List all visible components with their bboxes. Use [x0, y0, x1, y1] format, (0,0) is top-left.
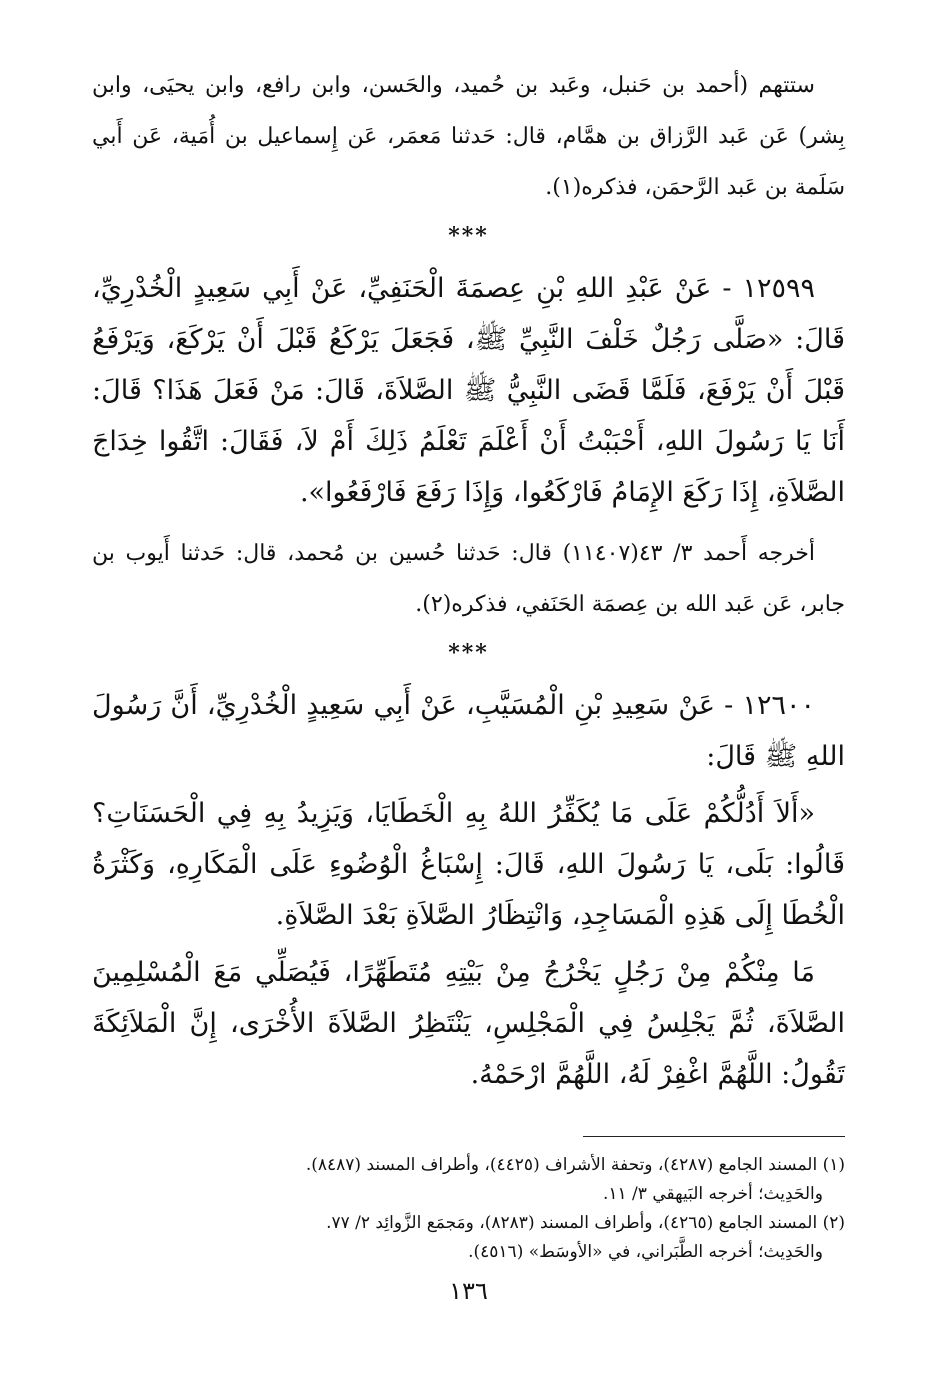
footnote-1: (١) المسند الجامع (٤٢٨٧)، وتحفة الأشراف (٤٤٢٥)، وأطراف المسند (٨٤٨٧).: [305, 1155, 845, 1175]
hadith-12599: ١٢٥٩٩ - عَنْ عَبْدِ اللهِ بْنِ عِصمَةَ الْحَنَفِيِّ، عَنْ أَبِي سَعِيدٍ الْخُدْرِيِّ، قَالَ: «صَلَّى رَجُلٌ خَلْفَ النَّبِيِّ ﷺ، فَجَعَلَ يَرْكَعُ قَبْلَ أَنْ يَرْكَعَ، وَيَرْفَعُ قَبْلَ أَنْ يَرْفَعَ، فَلَمَّا قَضَى النَّبِيُّ ﷺ الصَّلاَةَ، قَالَ: مَنْ فَعَلَ هَذَا؟ قَالَ: أَنَا يَا رَسُولَ اللهِ، أَحْبَبْتُ أَنْ أَعْلَمَ تَعْلَمُ ذَلِكَ أَمْ لاَ، فَقَالَ: اتَّقُوا خِدَاجَ الصَّلاَةِ، إِذَا رَكَعَ الإِمَامُ فَارْكَعُوا، وَإِذَا رَفَعَ فَارْفَعُوا».: [92, 273, 845, 508]
hadith-12600-paragraph-2: مَا مِنْكُمْ مِنْ رَجُلٍ يَخْرُجُ مِنْ بَيْتِهِ مُتَطَهِّرًا، فَيُصَلِّي مَعَ الْمُسْلِمِينَ الصَّلاَةَ، ثُمَّ يَجْلِسُ فِي الْمَجْلِسِ، يَنْتَظِرُ الصَّلاَةَ الأُخْرَى، إِنَّ الْمَلاَئِكَةَ تَقُولُ: اللَّهُمَّ اغْفِرْ لَهُ، اللَّهُمَّ ارْحَمْهُ.: [92, 957, 845, 1090]
hadith-12600-paragraph-1: «أَلاَ أَدُلُّكُمْ عَلَى مَا يُكَفِّرُ اللهُ بِهِ الْخَطَايَا، وَيَزِيدُ بِهِ فِي الْحَسَنَاتِ؟ قَالُوا: بَلَى، يَا رَسُولَ اللهِ، قَالَ: إِسْبَاغُ الْوُضُوءِ عَلَى الْمَكَارِهِ، وَكَثْرَةُ الْخُطَا إِلَى هَذِهِ الْمَسَاجِدِ، وَانْتِظَارُ الصَّلاَةِ بَعْدَ الصَّلاَةِ.: [92, 798, 845, 931]
footnotes-section: [92, 1151, 845, 1267]
page-number: ١٣٦: [449, 1277, 488, 1305]
section-separator-1: ***: [448, 223, 489, 249]
footnote-2: (٢) المسند الجامع (٤٢٦٥)، وأطراف المسند (٨٢٨٣)، ومَجمَع الزَّوائِد ٢/ ٧٧.: [326, 1213, 845, 1233]
footnote-divider: [583, 1136, 845, 1137]
book-page: [92, 60, 845, 1341]
source-chain-paragraph-1: ستتهم (أحمد بن حَنبل، وعَبد بن حُميد، والحَسن، وابن رافع، وابن يحيَى، وابن بِشر) عَن عَبد الرَّزاق بن همَّام، قال: حَدثنا مَعمَر، عَن إِسماعيل بن أُمَية، عَن أَبي سَلَمة بن عَبد الرَّحمَن، فذكره(١).: [92, 73, 845, 200]
section-separator-2: ***: [448, 640, 489, 666]
footnote-2-continuation: والحَدِيث؛ أخرجه الطَّبَراني، في «الأوسَط» (٤٥١٦).: [468, 1242, 823, 1262]
hadith-12600-intro: ١٢٦٠٠ - عَنْ سَعِيدِ بْنِ الْمُسَيَّبِ، عَنْ أَبِي سَعِيدٍ الْخُدْرِيِّ، أَنَّ رَسُولَ اللهِ ﷺ قَالَ:: [92, 690, 845, 772]
footnote-1-continuation: والحَدِيث؛ أخرجه البَيهقي ٣/ ١١.: [602, 1184, 823, 1204]
source-chain-paragraph-2: أخرجه أَحمد ٣/ ٤٣(١١٤٠٧) قال: حَدثنا حُسين بن مُحمد، قال: حَدثنا أَيوب بن جابر، عَن عَبد الله بن عِصمَة الحَنَفي، فذكره(٢).: [92, 541, 845, 617]
